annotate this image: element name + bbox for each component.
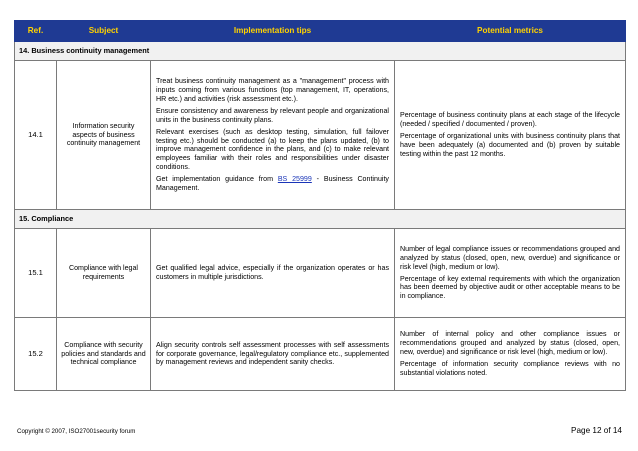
- row-subject: Compliance with security policies and standards and technical compliance: [57, 318, 151, 391]
- row-tips: [151, 318, 395, 391]
- row-ref: 14.1: [15, 61, 57, 210]
- header-ref: Ref.: [15, 21, 57, 42]
- copyright-text: Copyright © 2007, ISO27001security forum: [17, 428, 136, 435]
- tip-paragraph: Relevant exercises (such as desktop testing, simulation, full failover testing etc.) should be conducted (a) to keep the plans updated, (b) to improve management confidence in the plans, and (c) to make relevant employees familiar with their roles and responsibilities under disaster conditions.: [156, 127, 389, 172]
- controls-table: [14, 20, 626, 391]
- metric-paragraph: Percentage of organizational units with business continuity plans that have been adequately (a) documented and (b) proven by suitable testing within the past 12 months.: [400, 132, 620, 158]
- row-subject: Information security aspects of business continuity management: [57, 61, 151, 210]
- section-title-15: 15. Compliance: [15, 210, 626, 229]
- row-metrics: [395, 318, 626, 391]
- row-ref: 15.2: [15, 318, 57, 391]
- header-subject: Subject: [57, 21, 151, 42]
- header-tips: Implementation tips: [151, 21, 395, 42]
- guidance-prefix: Get implementation guidance from: [156, 175, 273, 184]
- row-ref: 15.1: [15, 229, 57, 318]
- table-row: [15, 229, 626, 318]
- table-row: [15, 318, 626, 391]
- tip-paragraph: Align security controls self assessment processes with self assessments for corporate governance, legal/regulatory compliance etc., supplemented by management reviews and independent sanity checks.: [156, 340, 389, 367]
- section-title-14: 14. Business continuity management: [15, 42, 626, 61]
- header-metrics: Potential metrics: [395, 21, 626, 42]
- row-metrics: [395, 61, 626, 210]
- tip-paragraph: Treat business continuity management as a "management" process with inputs coming from various functions (top management, IT, operations, HR etc.) and activities (risk assessment etc.).: [156, 77, 389, 103]
- row-tips: [151, 229, 395, 318]
- metric-paragraph: Percentage of key external requirements with which the organization has been deemed by objective audit or other acceptable means to be in compliance.: [400, 274, 620, 301]
- row-subject: Compliance with legal requirements: [57, 229, 151, 318]
- document-page: [14, 20, 625, 391]
- metric-paragraph: Number of legal compliance issues or recommendations grouped and analyzed by status (closed, open, new, overdue) and significance or risk level (high, medium or low).: [400, 244, 620, 271]
- section-header-row: [15, 42, 626, 61]
- guidance-suffix: - Business Continuity Management.: [156, 175, 389, 193]
- table-row: [15, 61, 626, 210]
- row-metrics: [395, 229, 626, 318]
- tip-paragraph: Get qualified legal advice, especially if the organization operates or has customers in multiple jurisdictions.: [156, 264, 389, 281]
- tip-paragraph-guidance: [156, 175, 389, 193]
- page-number: Page 12 of 14: [571, 426, 622, 435]
- tip-paragraph: Ensure consistency and awareness by relevant people and organizational units in the business continuity plans.: [156, 106, 389, 124]
- metric-paragraph: Percentage of business continuity plans at each stage of the lifecycle (needed / specified / documented / proven).: [400, 111, 620, 129]
- section-header-row: [15, 210, 626, 229]
- metric-paragraph: Number of internal policy and other compliance issues or recommendations grouped and analyzed by status (closed, open, new, overdue) and significance or risk level (high, medium or low).: [400, 330, 620, 357]
- row-tips: [151, 61, 395, 210]
- bs25999-link[interactable]: BS 25999: [277, 175, 312, 184]
- table-header-row: [15, 21, 626, 42]
- metric-paragraph: Percentage of information security compliance reviews with no substantial violations noted.: [400, 359, 620, 377]
